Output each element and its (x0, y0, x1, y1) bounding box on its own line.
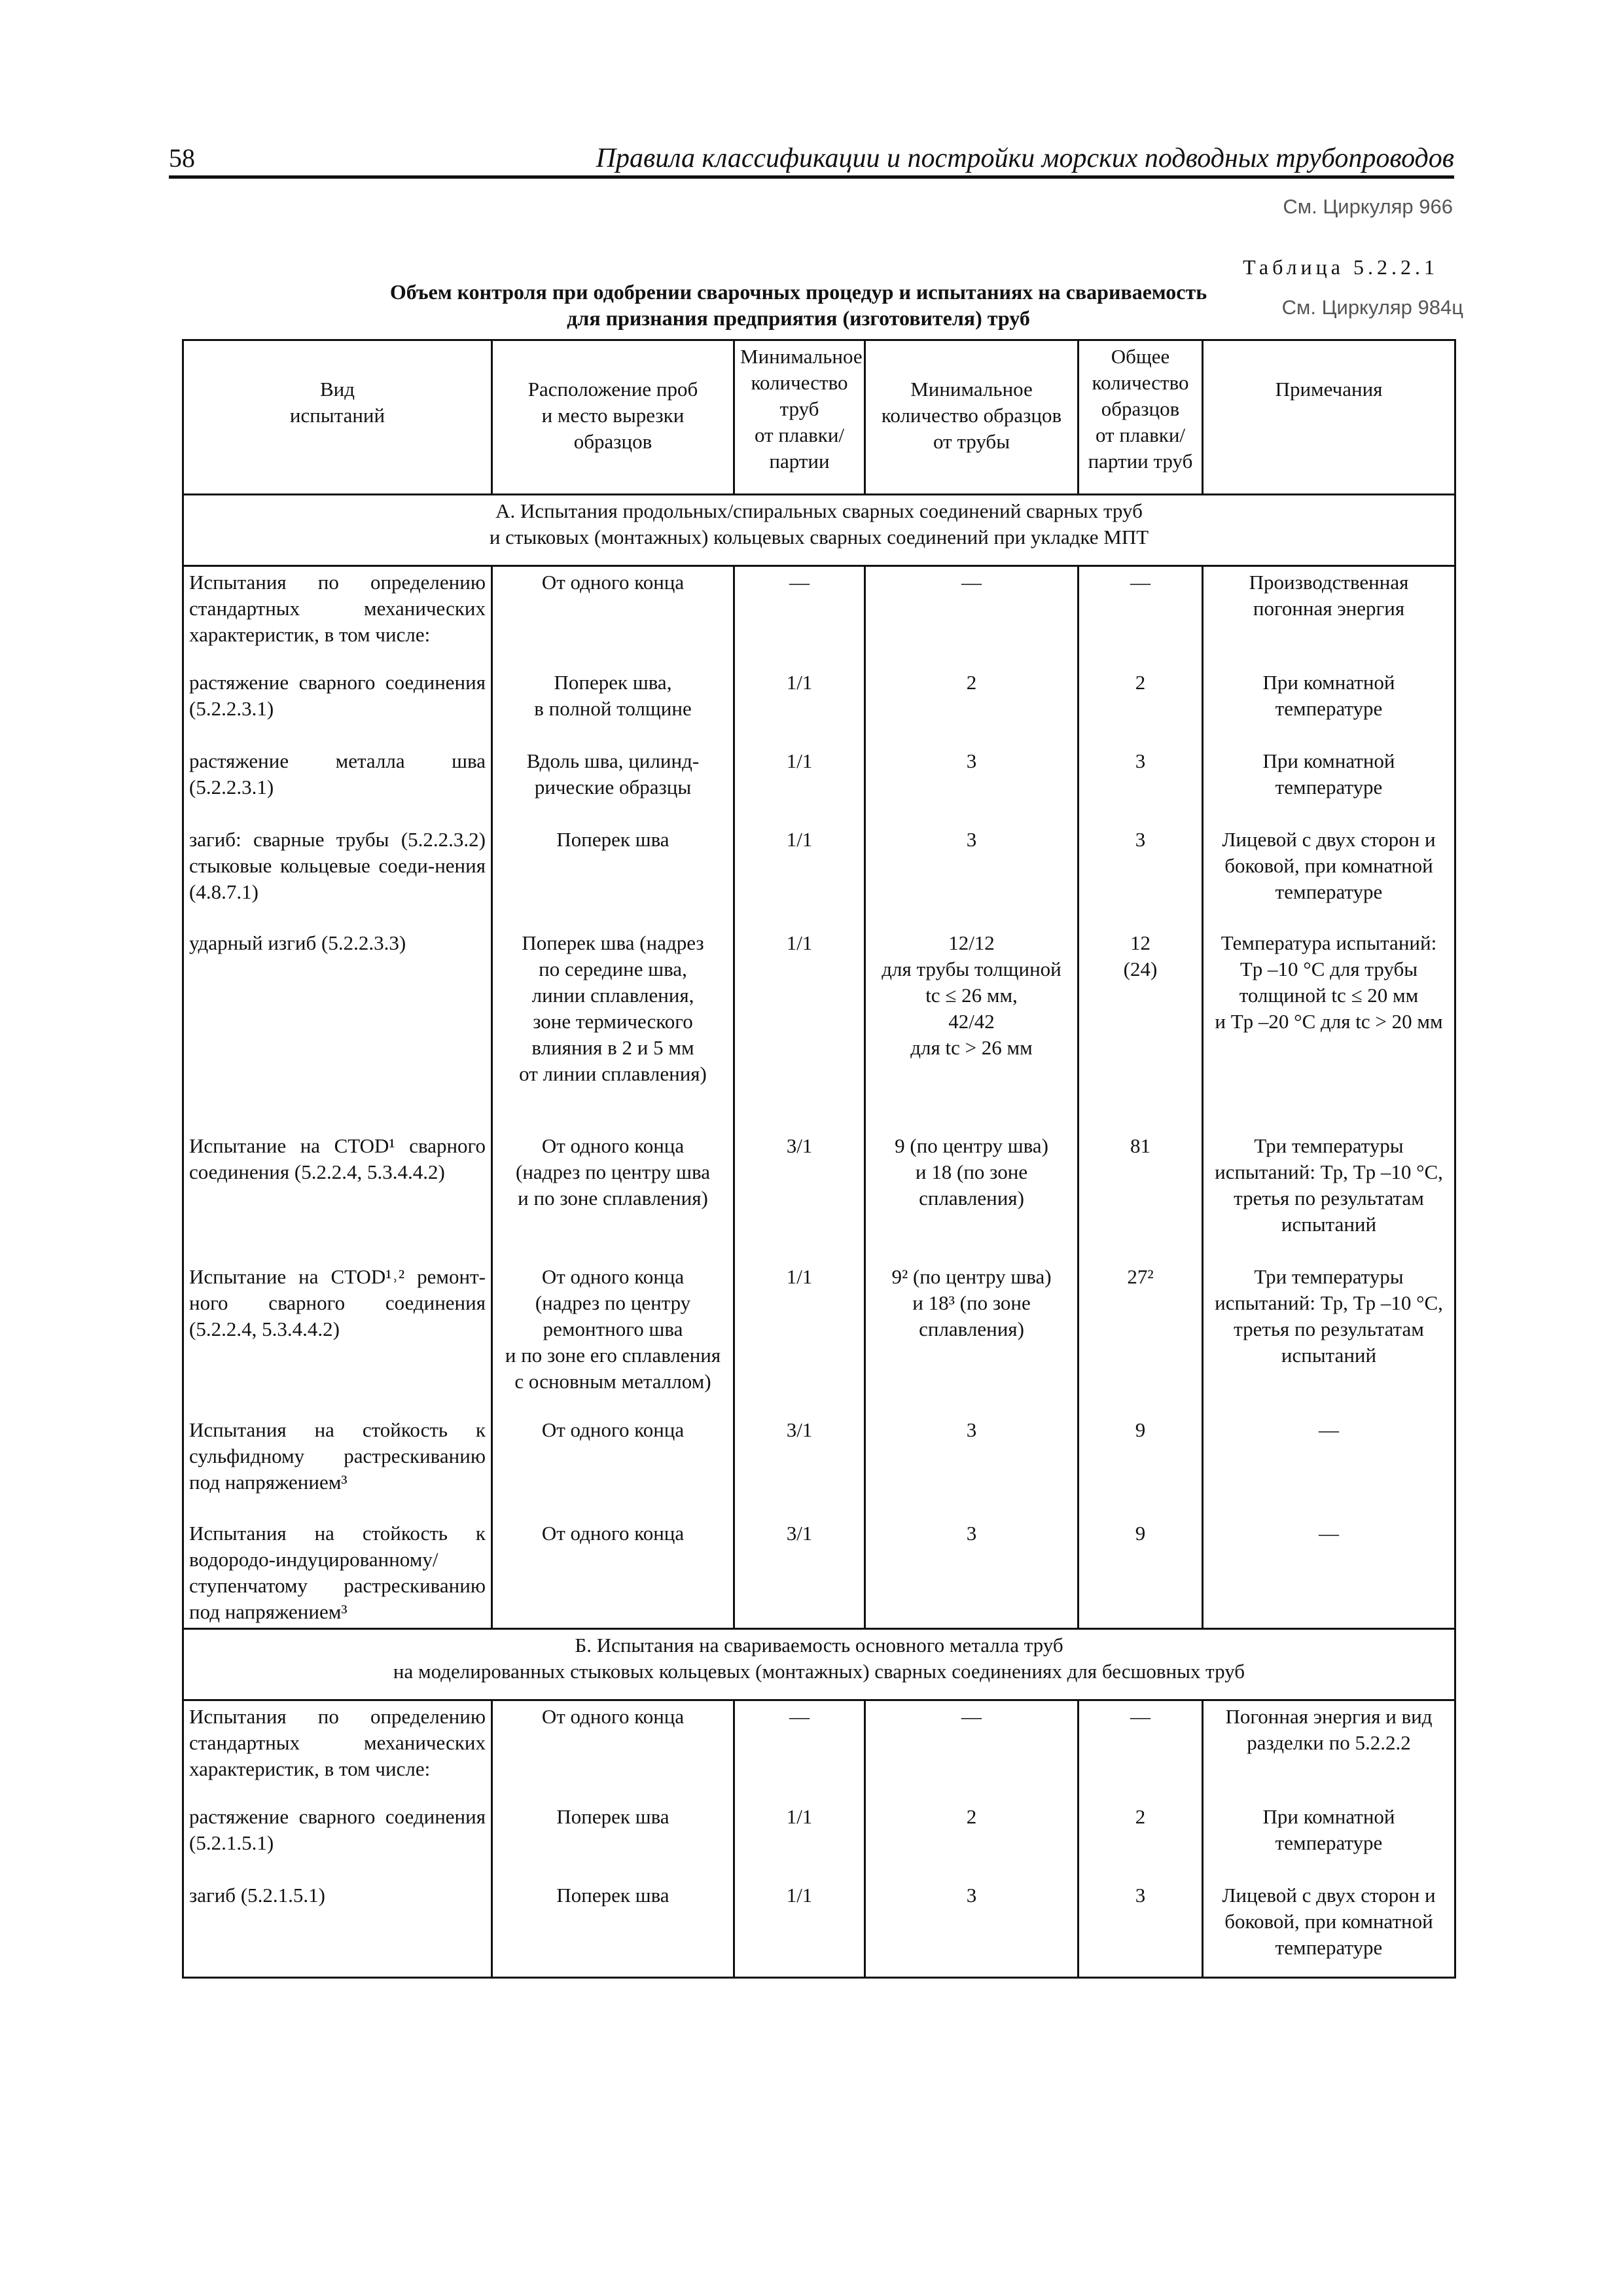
notes-cell: — (1203, 1414, 1455, 1518)
location-cell: Поперек шва, в полной толщине (492, 667, 734, 745)
min-pipes-cell: 1/1 (734, 745, 865, 824)
table-title-line-2: для признания предприятия (изготовителя) труб (567, 306, 1030, 330)
table-row (183, 824, 1455, 927)
notes-cell: — (1203, 1518, 1455, 1629)
section-a-heading: А. Испытания продольных/спиральных сварных соединений сварных труб и стыковых (монтажных) кольцевых сварных соединений при укладке МПТ (183, 495, 1455, 566)
min-pipes-cell: 1/1 (734, 1261, 865, 1414)
col-header-min-samples: Минимальное количество образцов от трубы (865, 340, 1079, 495)
min-pipes-cell: — (734, 566, 865, 667)
total-samples-cell: — (1079, 1700, 1203, 1801)
notes-cell: Лицевой с двух сторон и боковой, при комнатной температуре (1203, 824, 1455, 927)
min-samples-cell: 3 (865, 1518, 1079, 1629)
table-row (183, 1518, 1455, 1629)
min-samples-cell: 2 (865, 667, 1079, 745)
notes-cell: При комнатной температуре (1203, 1801, 1455, 1880)
notes-cell: Три температуры испытаний: Tр, Tр –10 °C, третья по результатам испытаний (1203, 1261, 1455, 1414)
section-b-heading-row (183, 1629, 1455, 1700)
test-type-cell: загиб: сварные трубы (5.2.2.3.2) стыковые кольцевые соеди-нения (4.8.7.1) (183, 824, 492, 927)
col-header-test-type: Вид испытаний (183, 340, 492, 495)
notes-cell: При комнатной температуре (1203, 667, 1455, 745)
min-samples-cell: 12/12 для трубы толщиной tс ≤ 26 мм, 42/42 для tс > 26 мм (865, 927, 1079, 1130)
total-samples-cell: 2 (1079, 1801, 1203, 1880)
min-pipes-cell: 3/1 (734, 1518, 865, 1629)
test-type-cell: Испытания на стойкость к сульфидному растрескиванию под напряжением³ (183, 1414, 492, 1518)
min-pipes-cell: 3/1 (734, 1414, 865, 1518)
location-cell: Поперек шва (492, 824, 734, 927)
test-type-cell: растяжение сварного соединения (5.2.2.3.1) (183, 667, 492, 745)
page-number: 58 (169, 143, 195, 173)
min-samples-cell: 2 (865, 1801, 1079, 1880)
min-pipes-cell: 1/1 (734, 667, 865, 745)
location-cell: Поперек шва (надрез по середине шва, линии сплавления, зоне термического влияния в 2 и 5 мм от линии сплавления) (492, 927, 734, 1130)
running-title: Правила классификации и постройки морских подводных трубопроводов (596, 143, 1454, 173)
notes-cell: Производственная погонная энергия (1203, 566, 1455, 667)
table-row (183, 1414, 1455, 1518)
col-header-location: Расположение проб и место вырезки образцов (492, 340, 734, 495)
min-samples-cell: — (865, 566, 1079, 667)
min-pipes-cell: 1/1 (734, 927, 865, 1130)
notes-cell: Погонная энергия и вид разделки по 5.2.2.2 (1203, 1700, 1455, 1801)
table-title (275, 279, 1322, 331)
location-cell: От одного конца (492, 1518, 734, 1629)
location-cell: От одного конца (надрез по центру шва и по зоне сплавления) (492, 1130, 734, 1261)
min-samples-cell: 3 (865, 824, 1079, 927)
col-header-min-pipes: Минимальное количество труб от плавки/ партии (734, 340, 865, 495)
location-cell: Вдоль шва, цилинд- рические образцы (492, 745, 734, 824)
test-type-cell: Испытание на CTOD¹˒² ремонт-ного сварного соединения (5.2.2.4, 5.3.4.4.2) (183, 1261, 492, 1414)
table-row (183, 927, 1455, 1130)
table-row (183, 745, 1455, 824)
table-row (183, 1880, 1455, 1978)
test-type-cell: растяжение сварного соединения (5.2.1.5.1) (183, 1801, 492, 1880)
section-b-heading: Б. Испытания на свариваемость основного металла труб на моделированных стыковых кольцевых (монтажных) сварных соединениях для бесшовных труб (183, 1629, 1455, 1700)
total-samples-cell: 27² (1079, 1261, 1203, 1414)
test-type-cell: ударный изгиб (5.2.2.3.3) (183, 927, 492, 1130)
section-a-heading-row (183, 495, 1455, 566)
table-row (183, 566, 1455, 667)
table-row (183, 667, 1455, 745)
location-cell: От одного конца (492, 1700, 734, 1801)
location-cell: От одного конца (492, 566, 734, 667)
min-samples-cell: 9 (по центру шва) и 18 (по зоне сплавления) (865, 1130, 1079, 1261)
min-samples-cell: 3 (865, 745, 1079, 824)
location-cell: От одного конца (надрез по центру ремонтного шва и по зоне его сплавления с основным металлом) (492, 1261, 734, 1414)
total-samples-cell: 2 (1079, 667, 1203, 745)
table-row (183, 1700, 1455, 1801)
total-samples-cell: 81 (1079, 1130, 1203, 1261)
test-type-cell: Испытания по определению стандартных механических характеристик, в том числе: (183, 566, 492, 667)
total-samples-cell: — (1079, 566, 1203, 667)
min-pipes-cell: 1/1 (734, 1880, 865, 1978)
total-samples-cell: 9 (1079, 1414, 1203, 1518)
circular-984-note: См. Циркуляр 984ц (1281, 296, 1463, 319)
test-type-cell: Испытания по определению стандартных механических характеристик, в том числе: (183, 1700, 492, 1801)
circular-966-note: См. Циркуляр 966 (1283, 195, 1453, 218)
min-samples-cell: 9² (по центру шва) и 18³ (по зоне сплавления) (865, 1261, 1079, 1414)
location-cell: От одного конца (492, 1414, 734, 1518)
min-pipes-cell: 3/1 (734, 1130, 865, 1261)
min-pipes-cell: — (734, 1700, 865, 1801)
test-type-cell: растяжение металла шва (5.2.2.3.1) (183, 745, 492, 824)
test-type-cell: Испытания на стойкость к водородо-индуцированному/ ступенчатому растрескиванию под напряжением³ (183, 1518, 492, 1629)
table-label: Таблица 5.2.2.1 (1243, 255, 1438, 279)
table-header-row (183, 340, 1455, 495)
min-samples-cell: 3 (865, 1414, 1079, 1518)
table-row (183, 1801, 1455, 1880)
min-samples-cell: — (865, 1700, 1079, 1801)
notes-cell: Три температуры испытаний: Tр, Tр –10 °C, третья по результатам испытаний (1203, 1130, 1455, 1261)
total-samples-cell: 3 (1079, 745, 1203, 824)
notes-cell: При комнатной температуре (1203, 745, 1455, 824)
total-samples-cell: 3 (1079, 1880, 1203, 1978)
min-samples-cell: 3 (865, 1880, 1079, 1978)
total-samples-cell: 12 (24) (1079, 927, 1203, 1130)
col-header-notes: Примечания (1203, 340, 1455, 495)
location-cell: Поперек шва (492, 1801, 734, 1880)
location-cell: Поперек шва (492, 1880, 734, 1978)
notes-cell: Лицевой с двух сторон и боковой, при комнатной температуре (1203, 1880, 1455, 1978)
min-pipes-cell: 1/1 (734, 1801, 865, 1880)
test-scope-table (182, 339, 1456, 1979)
total-samples-cell: 3 (1079, 824, 1203, 927)
total-samples-cell: 9 (1079, 1518, 1203, 1629)
table-row (183, 1130, 1455, 1261)
notes-cell: Температура испытаний: Tр –10 °C для трубы толщиной tс ≤ 20 мм и Tр –20 °C для tс > 20 мм (1203, 927, 1455, 1130)
header-rule (169, 175, 1454, 179)
min-pipes-cell: 1/1 (734, 824, 865, 927)
table-row (183, 1261, 1455, 1414)
col-header-total-samples: Общее количество образцов от плавки/ партии труб (1079, 340, 1203, 495)
table-title-line-1: Объем контроля при одобрении сварочных процедур и испытаниях на свариваемость (389, 280, 1207, 304)
test-type-cell: Испытание на CTOD¹ сварного соединения (5.2.2.4, 5.3.4.4.2) (183, 1130, 492, 1261)
test-type-cell: загиб (5.2.1.5.1) (183, 1880, 492, 1978)
